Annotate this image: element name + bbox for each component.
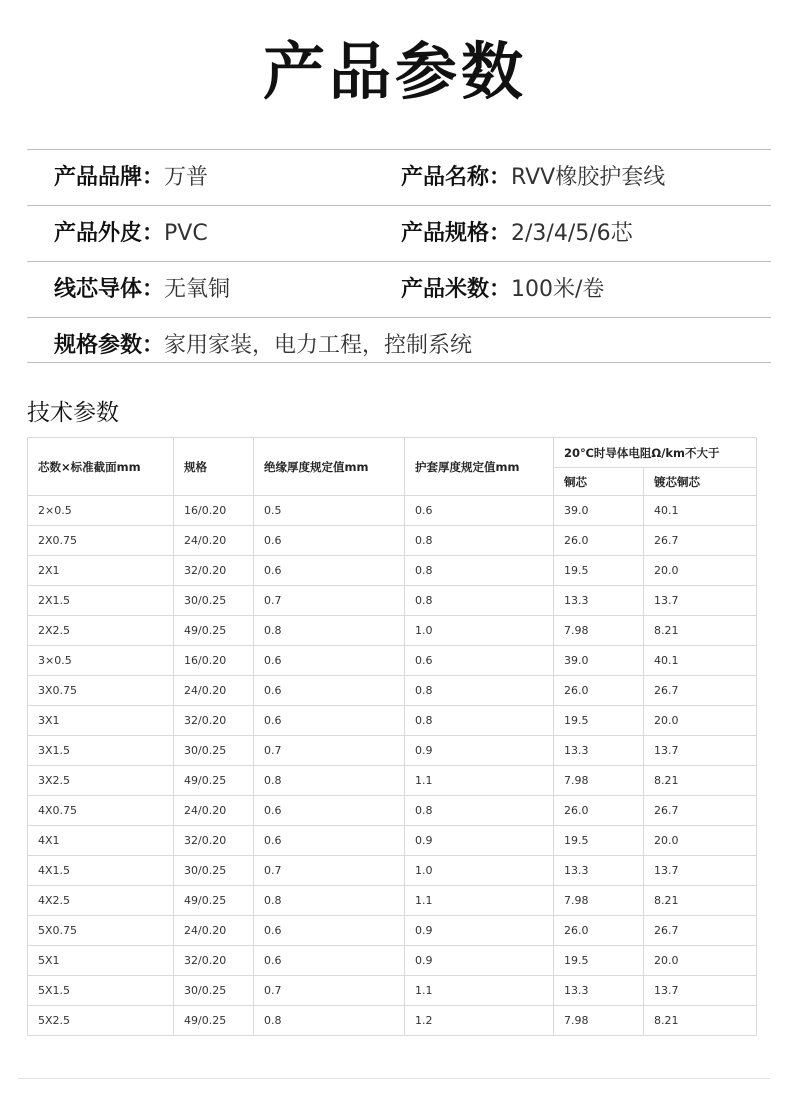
header-insulation: 绝缘厚度规定值mm bbox=[254, 438, 405, 496]
cell-cores: 2X1 bbox=[28, 556, 174, 586]
cell-sheath: 0.8 bbox=[405, 796, 554, 826]
cell-insulation: 0.8 bbox=[254, 886, 405, 916]
header-cores: 芯数×标准截面mm bbox=[28, 438, 174, 496]
spec-row bbox=[27, 318, 771, 373]
spec-brand bbox=[54, 150, 208, 205]
cell-spec: 49/0.25 bbox=[174, 886, 254, 916]
cell-insulation: 0.6 bbox=[254, 706, 405, 736]
cell-plated: 40.1 bbox=[644, 496, 757, 526]
cell-spec: 30/0.25 bbox=[174, 856, 254, 886]
cell-copper: 7.98 bbox=[554, 616, 644, 646]
cell-cores: 3X1 bbox=[28, 706, 174, 736]
table-row bbox=[28, 1006, 757, 1036]
cell-insulation: 0.6 bbox=[254, 946, 405, 976]
table-row bbox=[28, 706, 757, 736]
spec-label: 产品名称： bbox=[401, 165, 512, 190]
spec-label: 产品品牌： bbox=[54, 165, 165, 190]
cell-cores: 3X1.5 bbox=[28, 736, 174, 766]
cell-plated: 8.21 bbox=[644, 886, 757, 916]
cell-spec: 24/0.20 bbox=[174, 916, 254, 946]
spec-label: 产品外皮： bbox=[54, 221, 165, 246]
cell-insulation: 0.6 bbox=[254, 556, 405, 586]
cell-copper: 39.0 bbox=[554, 496, 644, 526]
cell-sheath: 1.0 bbox=[405, 856, 554, 886]
section-title: 技术参数 bbox=[27, 400, 119, 426]
table-header-row bbox=[28, 438, 757, 468]
cell-copper: 39.0 bbox=[554, 646, 644, 676]
cell-insulation: 0.6 bbox=[254, 646, 405, 676]
cell-sheath: 0.8 bbox=[405, 586, 554, 616]
cell-insulation: 0.7 bbox=[254, 856, 405, 886]
header-resistance-group: 20℃时导体电阻Ω/km不大于 bbox=[554, 438, 757, 468]
cell-insulation: 0.6 bbox=[254, 526, 405, 556]
cell-spec: 49/0.25 bbox=[174, 766, 254, 796]
cell-spec: 16/0.20 bbox=[174, 646, 254, 676]
cell-insulation: 0.7 bbox=[254, 736, 405, 766]
spec-spec bbox=[401, 206, 633, 261]
spec-row bbox=[27, 262, 771, 317]
cell-spec: 49/0.25 bbox=[174, 616, 254, 646]
table-row bbox=[28, 796, 757, 826]
cell-plated: 13.7 bbox=[644, 976, 757, 1006]
table-row bbox=[28, 526, 757, 556]
table-row bbox=[28, 976, 757, 1006]
spec-conductor bbox=[54, 262, 230, 317]
cell-insulation: 0.7 bbox=[254, 976, 405, 1006]
spec-label: 产品米数： bbox=[401, 277, 512, 302]
spec-label: 规格参数： bbox=[54, 333, 165, 358]
cell-copper: 19.5 bbox=[554, 706, 644, 736]
cell-copper: 19.5 bbox=[554, 946, 644, 976]
cell-copper: 7.98 bbox=[554, 1006, 644, 1036]
cell-cores: 3X2.5 bbox=[28, 766, 174, 796]
table-row bbox=[28, 826, 757, 856]
cell-copper: 13.3 bbox=[554, 586, 644, 616]
cell-spec: 32/0.20 bbox=[174, 946, 254, 976]
cell-sheath: 0.8 bbox=[405, 556, 554, 586]
spec-sheath bbox=[54, 206, 208, 261]
header-copper: 铜芯 bbox=[554, 468, 644, 496]
cell-plated: 40.1 bbox=[644, 646, 757, 676]
cell-spec: 32/0.20 bbox=[174, 706, 254, 736]
cell-spec: 24/0.20 bbox=[174, 796, 254, 826]
cell-insulation: 0.6 bbox=[254, 676, 405, 706]
spec-length bbox=[401, 262, 604, 317]
spec-value: RVV橡胶护套线 bbox=[511, 165, 666, 190]
cell-sheath: 0.9 bbox=[405, 736, 554, 766]
cell-cores: 5X1 bbox=[28, 946, 174, 976]
cell-sheath: 1.2 bbox=[405, 1006, 554, 1036]
cell-spec: 32/0.20 bbox=[174, 826, 254, 856]
header-spec: 规格 bbox=[174, 438, 254, 496]
cell-spec: 24/0.20 bbox=[174, 676, 254, 706]
cell-plated: 13.7 bbox=[644, 586, 757, 616]
cell-copper: 7.98 bbox=[554, 886, 644, 916]
cell-cores: 3×0.5 bbox=[28, 646, 174, 676]
cell-spec: 30/0.25 bbox=[174, 976, 254, 1006]
cell-insulation: 0.7 bbox=[254, 586, 405, 616]
cell-sheath: 1.0 bbox=[405, 616, 554, 646]
cell-plated: 20.0 bbox=[644, 706, 757, 736]
tech-params-table bbox=[27, 437, 757, 1036]
cell-cores: 4X1 bbox=[28, 826, 174, 856]
cell-cores: 2X0.75 bbox=[28, 526, 174, 556]
cell-plated: 26.7 bbox=[644, 526, 757, 556]
cell-insulation: 0.8 bbox=[254, 766, 405, 796]
cell-spec: 24/0.20 bbox=[174, 526, 254, 556]
table-row bbox=[28, 736, 757, 766]
table-body bbox=[28, 496, 757, 1036]
cell-plated: 8.21 bbox=[644, 766, 757, 796]
cell-copper: 19.5 bbox=[554, 556, 644, 586]
cell-copper: 13.3 bbox=[554, 976, 644, 1006]
bottom-divider bbox=[18, 1078, 770, 1079]
cell-plated: 13.7 bbox=[644, 856, 757, 886]
table-row bbox=[28, 886, 757, 916]
cell-copper: 7.98 bbox=[554, 766, 644, 796]
table-row bbox=[28, 676, 757, 706]
spec-value: 2/3/4/5/6芯 bbox=[511, 221, 633, 246]
cell-cores: 2X2.5 bbox=[28, 616, 174, 646]
cell-cores: 2×0.5 bbox=[28, 496, 174, 526]
spec-value: 100米/卷 bbox=[511, 277, 605, 302]
cell-sheath: 1.1 bbox=[405, 766, 554, 796]
spec-name bbox=[401, 150, 665, 205]
cell-sheath: 0.9 bbox=[405, 946, 554, 976]
table-row bbox=[28, 766, 757, 796]
cell-spec: 30/0.25 bbox=[174, 736, 254, 766]
cell-copper: 26.0 bbox=[554, 676, 644, 706]
cell-copper: 19.5 bbox=[554, 826, 644, 856]
cell-insulation: 0.6 bbox=[254, 796, 405, 826]
cell-insulation: 0.8 bbox=[254, 1006, 405, 1036]
cell-sheath: 0.8 bbox=[405, 676, 554, 706]
cell-cores: 5X1.5 bbox=[28, 976, 174, 1006]
table-row bbox=[28, 946, 757, 976]
table-row bbox=[28, 646, 757, 676]
table-row bbox=[28, 556, 757, 586]
spec-row bbox=[27, 150, 771, 205]
cell-sheath: 0.8 bbox=[405, 526, 554, 556]
header-sheath: 护套厚度规定值mm bbox=[405, 438, 554, 496]
spec-row bbox=[27, 206, 771, 261]
page-title: 产品参数 bbox=[262, 35, 527, 108]
cell-cores: 5X0.75 bbox=[28, 916, 174, 946]
cell-insulation: 0.6 bbox=[254, 826, 405, 856]
cell-plated: 8.21 bbox=[644, 616, 757, 646]
table-row bbox=[28, 586, 757, 616]
table-row bbox=[28, 496, 757, 526]
cell-plated: 26.7 bbox=[644, 676, 757, 706]
cell-spec: 30/0.25 bbox=[174, 586, 254, 616]
spec-usage bbox=[54, 318, 472, 373]
cell-cores: 3X0.75 bbox=[28, 676, 174, 706]
cell-cores: 4X0.75 bbox=[28, 796, 174, 826]
spec-label: 产品规格： bbox=[401, 221, 512, 246]
cell-copper: 26.0 bbox=[554, 916, 644, 946]
cell-sheath: 0.9 bbox=[405, 916, 554, 946]
cell-spec: 49/0.25 bbox=[174, 1006, 254, 1036]
spec-value: 万普 bbox=[164, 165, 209, 190]
cell-copper: 26.0 bbox=[554, 526, 644, 556]
table-row bbox=[28, 616, 757, 646]
cell-plated: 26.7 bbox=[644, 916, 757, 946]
cell-insulation: 0.6 bbox=[254, 916, 405, 946]
cell-plated: 20.0 bbox=[644, 556, 757, 586]
divider bbox=[27, 362, 771, 363]
cell-cores: 4X2.5 bbox=[28, 886, 174, 916]
cell-sheath: 1.1 bbox=[405, 976, 554, 1006]
header-plated: 镀芯铜芯 bbox=[644, 468, 757, 496]
cell-spec: 16/0.20 bbox=[174, 496, 254, 526]
cell-sheath: 1.1 bbox=[405, 886, 554, 916]
spec-value: 家用家装，电力工程，控制系统 bbox=[164, 333, 473, 358]
cell-spec: 32/0.20 bbox=[174, 556, 254, 586]
cell-plated: 13.7 bbox=[644, 736, 757, 766]
spec-value: 无氧铜 bbox=[164, 277, 231, 302]
cell-cores: 5X2.5 bbox=[28, 1006, 174, 1036]
cell-sheath: 0.6 bbox=[405, 646, 554, 676]
table-row bbox=[28, 856, 757, 886]
cell-cores: 4X1.5 bbox=[28, 856, 174, 886]
cell-plated: 20.0 bbox=[644, 826, 757, 856]
cell-copper: 26.0 bbox=[554, 796, 644, 826]
cell-sheath: 0.8 bbox=[405, 706, 554, 736]
spec-value: PVC bbox=[164, 221, 208, 246]
cell-plated: 8.21 bbox=[644, 1006, 757, 1036]
cell-cores: 2X1.5 bbox=[28, 586, 174, 616]
cell-insulation: 0.8 bbox=[254, 616, 405, 646]
cell-copper: 13.3 bbox=[554, 736, 644, 766]
cell-plated: 26.7 bbox=[644, 796, 757, 826]
cell-sheath: 0.6 bbox=[405, 496, 554, 526]
cell-plated: 20.0 bbox=[644, 946, 757, 976]
cell-insulation: 0.5 bbox=[254, 496, 405, 526]
cell-sheath: 0.9 bbox=[405, 826, 554, 856]
spec-label: 线芯导体： bbox=[54, 277, 165, 302]
table-row bbox=[28, 916, 757, 946]
cell-copper: 13.3 bbox=[554, 856, 644, 886]
